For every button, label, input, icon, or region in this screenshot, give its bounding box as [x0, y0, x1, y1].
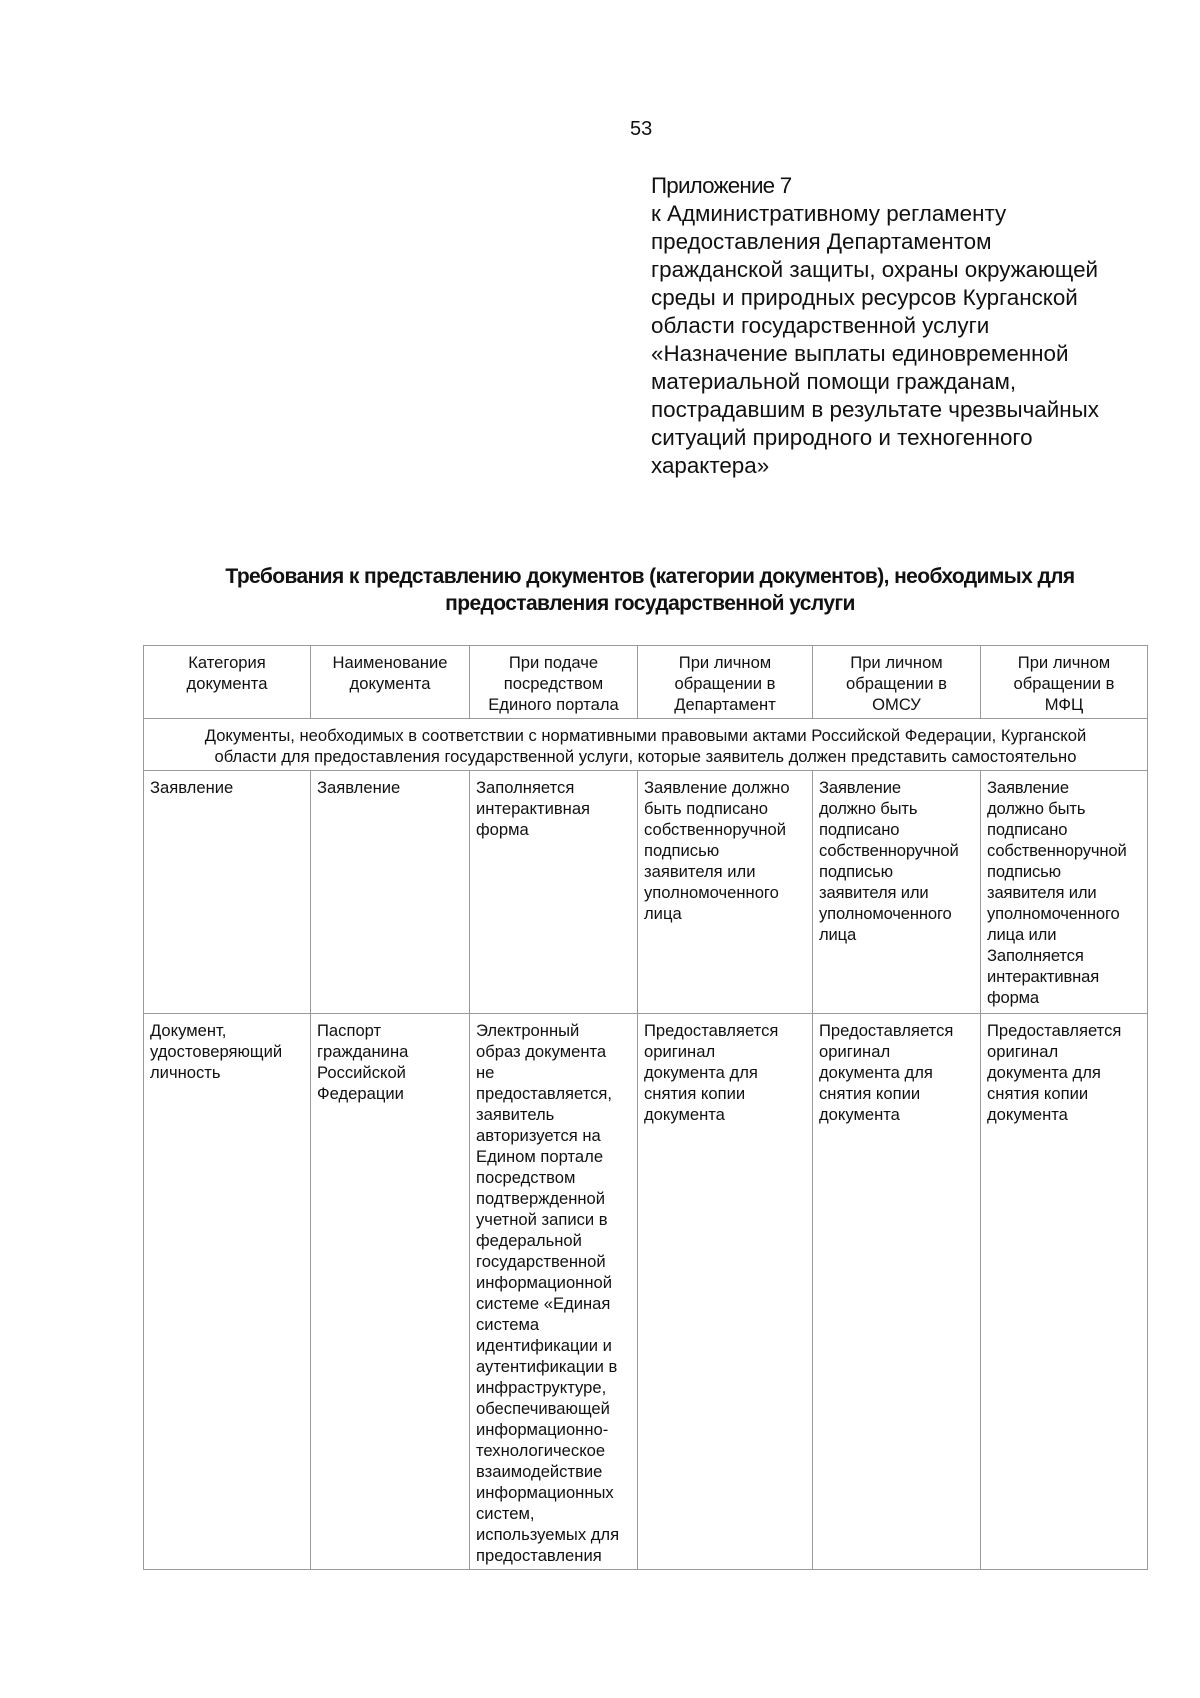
cell-line: Предоставляется [987, 1021, 1122, 1040]
header-line: ОМСУ [872, 695, 921, 714]
cell-line: уполномоченного [987, 904, 1120, 923]
header-line: Категория [188, 653, 266, 672]
cell-name [311, 1014, 470, 1570]
cell-line: подписано [987, 820, 1068, 839]
cell-line: посредством [476, 1168, 576, 1187]
cell-line: обеспечивающей [476, 1399, 610, 1418]
header-line: документа [349, 674, 431, 693]
appendix-line: предоставления Департаментом [651, 229, 992, 254]
cell-portal [470, 1014, 638, 1570]
header-line: Единого портала [488, 695, 619, 714]
cell-line: заявителя или [644, 862, 756, 881]
section-cell [144, 719, 1148, 771]
cell-line: Федерации [317, 1084, 404, 1103]
cell-category [144, 771, 311, 1014]
header-line: При подаче [508, 653, 599, 672]
cell-mfc [981, 1014, 1148, 1570]
header-line: обращении в [1013, 674, 1115, 693]
cell-line: используемых для [476, 1525, 620, 1544]
cell-line: лица [819, 925, 857, 944]
cell-line: Электронный [476, 1021, 580, 1040]
cell-line: Заявление должно [644, 778, 790, 797]
cell-line: федеральной [476, 1231, 582, 1250]
cell-line: аутентификации в [476, 1357, 618, 1376]
cell-line: документа [819, 1105, 900, 1124]
cell-line: интерактивная [476, 799, 591, 818]
cell-line: собственноручной [987, 841, 1127, 860]
cell-line: Паспорт [317, 1021, 382, 1040]
appendix-line: «Назначение выплаты единовременной [651, 341, 1069, 366]
cell-line: предоставляется, [476, 1084, 613, 1103]
cell-line: быть подписано [644, 799, 768, 818]
section-line: области для предоставления государственной услуги, которые заявитель должен представить самостоятельно [214, 747, 1077, 766]
cell-line: Заявление [317, 778, 401, 797]
table-row [144, 1014, 1148, 1570]
requirements-table [143, 645, 1148, 1570]
cell-line: снятия копии [987, 1084, 1089, 1103]
cell-line: подписано [819, 820, 900, 839]
cell-line: уполномоченного [644, 883, 779, 902]
cell-line: документа для [819, 1063, 933, 1082]
cell-line: Заполняется [987, 946, 1084, 965]
cell-line: Заявление [987, 778, 1069, 797]
cell-line: Заявление [150, 778, 234, 797]
appendix-line: материальной помощи гражданам, [651, 369, 1017, 394]
cell-line: системе «Единая [476, 1294, 611, 1313]
cell-line: удостоверяющий [150, 1042, 283, 1061]
cell-line: авторизуется на [476, 1126, 601, 1145]
header-omsu [813, 646, 981, 719]
cell-line: документа для [987, 1063, 1101, 1082]
header-line: обращении в [674, 674, 776, 693]
cell-line: Российской [317, 1063, 406, 1082]
title-line: Требования к представлению документов (категории документов), необходимых для [225, 565, 1075, 588]
header-category [144, 646, 311, 719]
cell-line: должно быть [819, 799, 918, 818]
cell-line: лица или [987, 925, 1057, 944]
cell-line: не [476, 1063, 495, 1082]
cell-line: система [476, 1315, 540, 1334]
cell-category [144, 1014, 311, 1570]
cell-line: форма [987, 988, 1039, 1007]
header-line: обращении в [845, 674, 947, 693]
cell-line: идентификации и [476, 1336, 612, 1355]
header-portal [470, 646, 638, 719]
table-header-row [144, 646, 1148, 719]
cell-line: форма [476, 820, 529, 839]
cell-line: собственноручной [644, 820, 786, 839]
cell-department [638, 771, 813, 1014]
header-line: При личном [678, 653, 772, 672]
cell-portal [470, 771, 638, 1014]
cell-line: снятия копии [819, 1084, 921, 1103]
appendix-line: области государственной услуги [651, 313, 990, 338]
cell-line: заявителя или [987, 883, 1097, 902]
cell-line: документа [644, 1105, 725, 1124]
cell-line: учетной записи в [476, 1210, 608, 1229]
header-line: посредством [503, 674, 604, 693]
cell-line: документа [987, 1105, 1068, 1124]
header-name [311, 646, 470, 719]
cell-name [311, 771, 470, 1014]
cell-omsu [813, 771, 981, 1014]
cell-line: Документ, [150, 1021, 227, 1040]
cell-department [638, 1014, 813, 1570]
cell-line: Заявление [819, 778, 901, 797]
appendix-line: к Административному регламенту [651, 201, 1007, 226]
cell-omsu [813, 1014, 981, 1570]
cell-line: систем, [476, 1504, 535, 1523]
cell-line: документа для [644, 1063, 758, 1082]
cell-line: подтвержденной [476, 1189, 606, 1208]
appendix-line: характера» [651, 453, 770, 478]
table-section-row [144, 719, 1148, 771]
cell-line: подписью [819, 862, 893, 881]
cell-line: заявителя или [819, 883, 929, 902]
cell-line: образ документа [476, 1042, 607, 1061]
cell-line: оригинал [644, 1042, 716, 1061]
cell-line: собственноручной [819, 841, 959, 860]
cell-line: информационно- [476, 1420, 609, 1439]
cell-line: подписью [644, 841, 720, 860]
appendix-line: Приложение 7 [651, 173, 792, 198]
header-line: При личном [1017, 653, 1111, 672]
cell-line: оригинал [819, 1042, 891, 1061]
appendix-line: ситуаций природного и техногенного [651, 425, 1033, 450]
cell-line: должно быть [987, 799, 1086, 818]
cell-line: информационных [476, 1483, 614, 1502]
appendix-line: пострадавшим в результате чрезвычайных [651, 397, 1099, 422]
cell-line: лица [644, 904, 682, 923]
cell-line: снятия копии [644, 1084, 746, 1103]
title-line: предоставления государственной услуги [445, 592, 855, 615]
cell-line: интерактивная [987, 967, 1100, 986]
cell-line: подписью [987, 862, 1061, 881]
appendix-header [651, 172, 1171, 480]
cell-line: инфраструктуре, [476, 1378, 607, 1397]
header-line: Наименование [332, 653, 448, 672]
cell-line: Предоставляется [819, 1021, 954, 1040]
appendix-line: среды и природных ресурсов Курганской [651, 285, 1078, 310]
cell-line: Заполняется [476, 778, 575, 797]
header-mfc [981, 646, 1148, 719]
cell-line: гражданина [317, 1042, 409, 1061]
cell-mfc [981, 771, 1148, 1014]
section-line: Документы, необходимых в соответствии с нормативными правовыми актами Российской Федерации, Курганской [204, 726, 1087, 745]
cell-line: информационной [476, 1273, 613, 1292]
header-department [638, 646, 813, 719]
cell-line: Предоставляется [644, 1021, 779, 1040]
cell-line: Едином портале [476, 1147, 604, 1166]
page-number: 53 [630, 118, 653, 140]
cell-line: уполномоченного [819, 904, 952, 923]
table-row [144, 771, 1148, 1014]
header-line: Департамент [674, 695, 776, 714]
header-line: При личном [850, 653, 943, 672]
appendix-line: гражданской защиты, охраны окружающей [651, 257, 1099, 282]
cell-line: заявитель [476, 1105, 555, 1124]
header-line: документа [186, 674, 268, 693]
cell-line: государственной [476, 1252, 606, 1271]
cell-line: технологическое [476, 1441, 606, 1460]
cell-line: взаимодействие [476, 1462, 603, 1481]
header-line: МФЦ [1044, 695, 1084, 714]
cell-line: личность [150, 1063, 221, 1082]
cell-line: предоставления [476, 1546, 602, 1565]
document-title [140, 563, 1160, 617]
cell-line: оригинал [987, 1042, 1059, 1061]
